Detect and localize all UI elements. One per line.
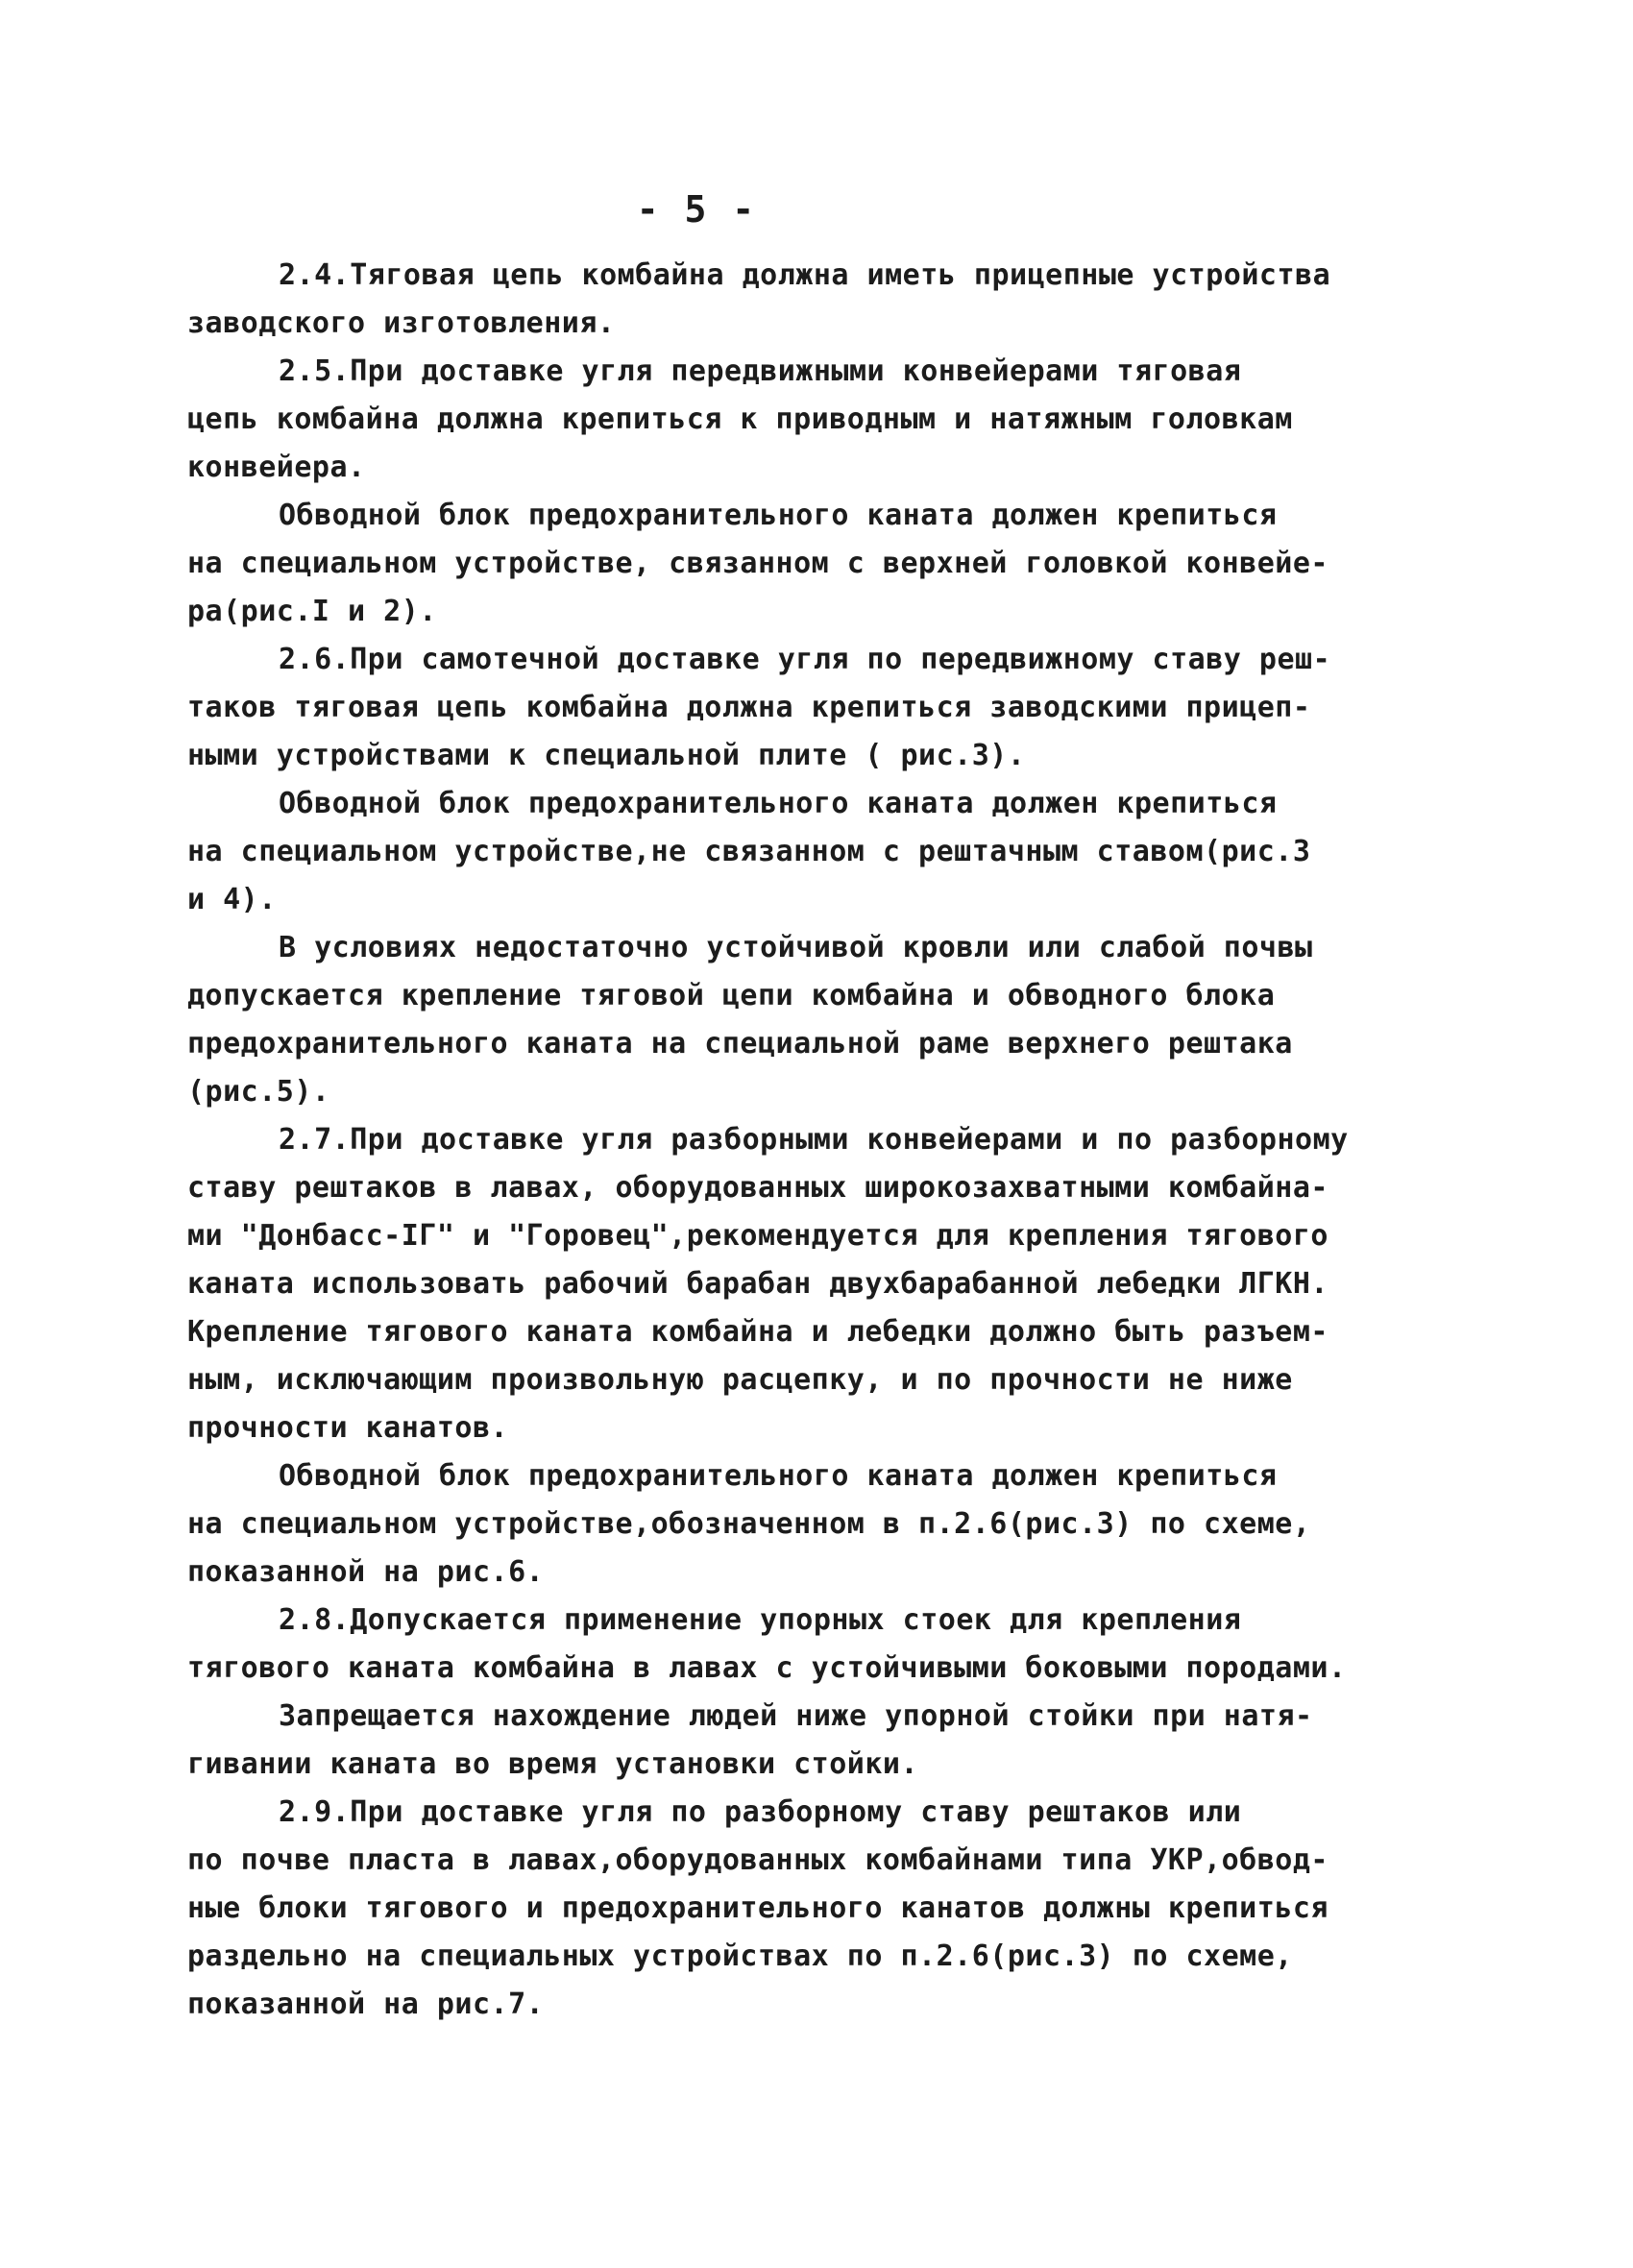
paragraph <box>187 1116 1503 1452</box>
text-line: предохранительного каната на специальной раме верхнего рештака <box>187 1027 1293 1061</box>
text-line: ным, исключающим произвольную расцепку, и по прочности не ниже <box>187 1363 1293 1397</box>
text-line: ми "Донбасс-IГ" и "Горовец",рекомендуется для крепления тягового <box>187 1219 1328 1253</box>
paragraph <box>187 492 1503 636</box>
text-line: на специальном устройстве,обозначенном в п.2.6(рис.3) по схеме, <box>187 1507 1311 1541</box>
text-line: 2.9.При доставке угля по разборному ставу рештаков или <box>279 1795 1242 1829</box>
paragraph <box>187 348 1503 492</box>
page-number: - 5 - <box>636 188 757 231</box>
paragraph <box>187 1452 1503 1597</box>
text-line: показанной на рис.7. <box>187 1988 545 2021</box>
text-line: 2.6.При самотечной доставке угля по передвижному ставу реш- <box>279 643 1331 676</box>
document-body <box>187 252 1503 2029</box>
text-line: ра(рис.I и 2). <box>187 595 437 628</box>
text-line: прочности канатов. <box>187 1411 509 1445</box>
text-line: конвейера. <box>187 451 366 484</box>
text-line: цепь комбайна должна крепиться к приводным и натяжным головкам <box>187 402 1293 436</box>
text-line: Обводной блок предохранительного каната должен крепиться <box>279 787 1278 820</box>
text-line: заводского изготовления. <box>187 306 616 340</box>
text-line: таков тяговая цепь комбайна должна крепиться заводскими прицеп- <box>187 691 1311 724</box>
text-line: 2.4.Тяговая цепь комбайна должна иметь прицепные устройства <box>279 258 1331 292</box>
text-line: Запрещается нахождение людей ниже упорной стойки при натя- <box>279 1699 1313 1733</box>
text-line: ставу рештаков в лавах, оборудованных широкозахватными комбайна- <box>187 1171 1328 1205</box>
paragraph <box>187 780 1503 924</box>
text-line: каната использовать рабочий барабан двухбарабанной лебедки ЛГКН. <box>187 1267 1328 1301</box>
paragraph <box>187 1597 1503 1693</box>
paragraph <box>187 1789 1503 2029</box>
text-line: (рис.5). <box>187 1075 330 1109</box>
text-line: допускается крепление тяговой цепи комбайна и обводного блока <box>187 979 1276 1012</box>
paragraph <box>187 636 1503 780</box>
text-line: по почве пласта в лавах,оборудованных комбайнами типа УКР,обвод- <box>187 1843 1328 1877</box>
text-line: тягового каната комбайна в лавах с устойчивыми боковыми породами. <box>187 1651 1347 1685</box>
paragraph <box>187 252 1503 348</box>
text-line: гивании каната во время установки стойки. <box>187 1747 919 1781</box>
text-line: раздельно на специальных устройствах по п.2.6(рис.3) по схеме, <box>187 1939 1293 1973</box>
paragraph <box>187 924 1503 1116</box>
text-line: показанной на рис.6. <box>187 1555 545 1589</box>
text-line: 2.7.При доставке угля разборными конвейерами и по разборному <box>279 1123 1349 1157</box>
text-line: на специальном устройстве,не связанном с рештачным ставом(рис.3 <box>187 835 1311 868</box>
text-line: Обводной блок предохранительного каната должен крепиться <box>279 1459 1278 1493</box>
text-line: Крепление тягового каната комбайна и лебедки должно быть разъем- <box>187 1315 1328 1349</box>
text-line: 2.8.Допускается применение упорных стоек для крепления <box>279 1603 1242 1637</box>
text-line: на специальном устройстве, связанном с верхней головкой конвейе- <box>187 547 1328 580</box>
paragraph <box>187 1693 1503 1789</box>
text-line: Обводной блок предохранительного каната должен крепиться <box>279 499 1278 532</box>
text-line: и 4). <box>187 883 277 916</box>
text-line: ные блоки тягового и предохранительного канатов должны крепиться <box>187 1891 1328 1925</box>
text-line: ными устройствами к специальной плите ( рис.3). <box>187 739 1026 772</box>
text-line: В условиях недостаточно устойчивой кровли или слабой почвы <box>279 931 1313 964</box>
text-line: 2.5.При доставке угля передвижными конвейерами тяговая <box>279 354 1242 388</box>
